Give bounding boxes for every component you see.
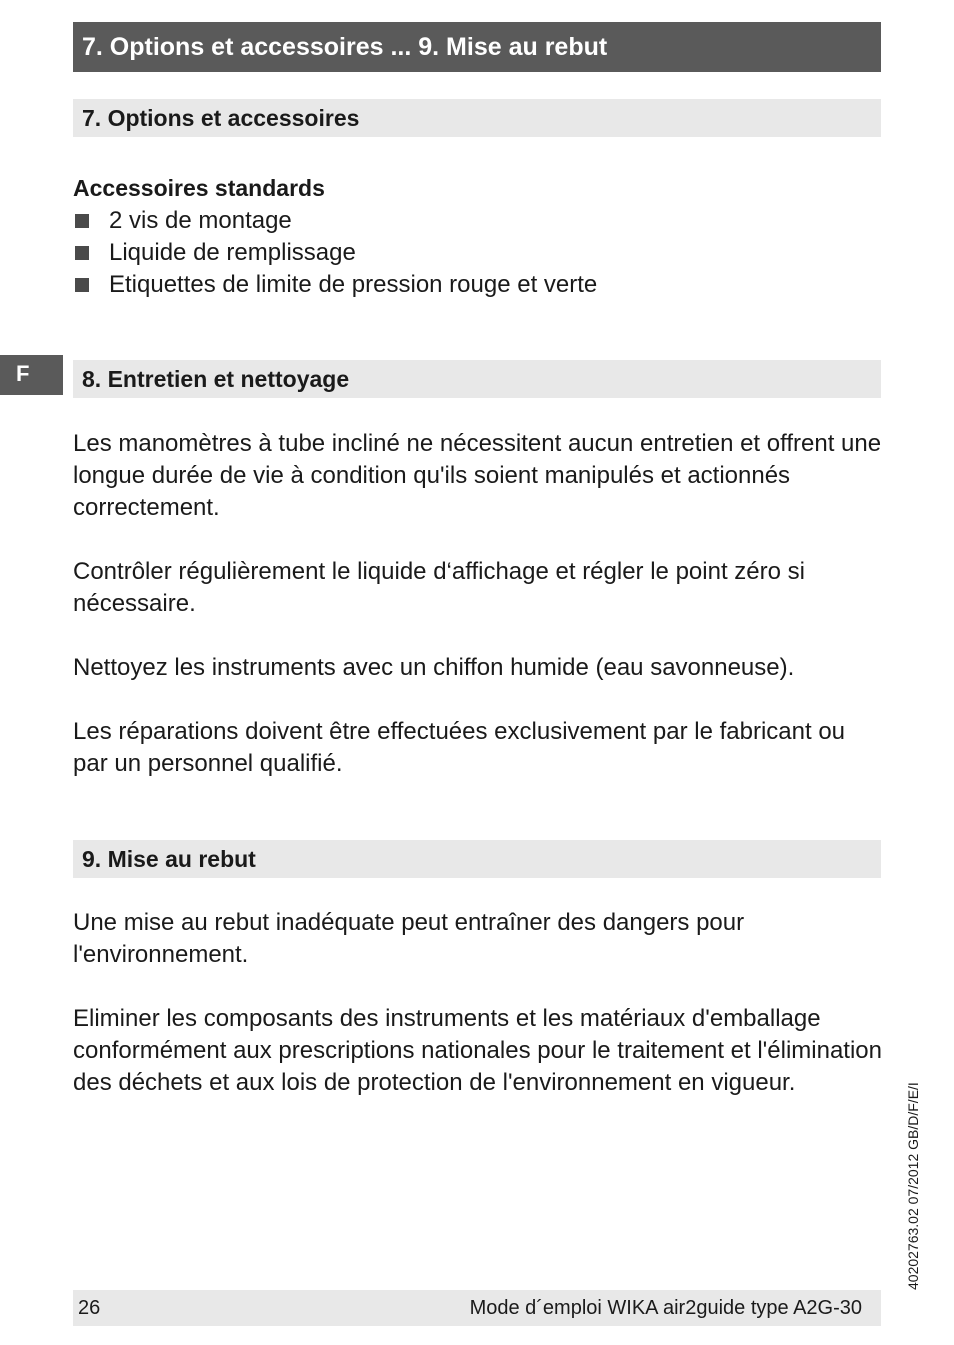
- accessories-list: [73, 205, 881, 301]
- disposal-warning-paragraph: Une mise au rebut inadéquate peut entraîner des dangers pour l'environnement.: [73, 909, 745, 968]
- list-item: [73, 237, 881, 269]
- square-bullet-icon: [75, 278, 89, 292]
- accessories-subheading: Accessoires standards: [73, 175, 325, 201]
- list-item-text: Etiquettes de limite de pression rouge et verte: [109, 271, 598, 298]
- page-number: 26: [78, 1297, 101, 1319]
- zero-point-paragraph: Contrôler régulièrement le liquide d‘affichage et régler le point zéro si nécessaire.: [73, 558, 805, 617]
- square-bullet-icon: [75, 214, 89, 228]
- square-bullet-icon: [75, 246, 89, 260]
- section-7-heading: 7. Options et accessoires: [73, 99, 881, 137]
- footer-title: Mode d´emploi WIKA air2guide type A2G-30: [469, 1297, 862, 1319]
- language-tab: F: [0, 355, 63, 395]
- list-item-text: 2 vis de montage: [109, 207, 292, 234]
- list-item-text: Liquide de remplissage: [109, 239, 356, 266]
- maintenance-paragraph: Les manomètres à tube incliné ne nécessitent aucun entretien et offrent une longue durée de vie à condition qu'ils soient manipulés et actionnés correctement.: [73, 430, 882, 521]
- disposal-instructions-paragraph: Eliminer les composants des instruments et les matériaux d'emballage conformément aux prescriptions nationales pour le traitement et l'élimination des déchets et aux lois de protection de l'environnement en vigueur.: [73, 1005, 882, 1096]
- repairs-paragraph: Les réparations doivent être effectuées exclusivement par le fabricant ou par un personnel qualifié.: [73, 718, 846, 777]
- section-8-heading: 8. Entretien et nettoyage: [73, 360, 881, 398]
- page-header: 7. Options et accessoires ... 9. Mise au rebut: [73, 22, 881, 72]
- document-code: 40202763.02 07/2012 GB/D/F/E/I: [905, 1082, 921, 1290]
- cleaning-paragraph: Nettoyez les instruments avec un chiffon humide (eau savonneuse).: [73, 654, 795, 681]
- list-item: [73, 205, 881, 237]
- section-9-heading: 9. Mise au rebut: [73, 840, 881, 878]
- page-footer: [73, 1290, 881, 1326]
- list-item: [73, 269, 881, 301]
